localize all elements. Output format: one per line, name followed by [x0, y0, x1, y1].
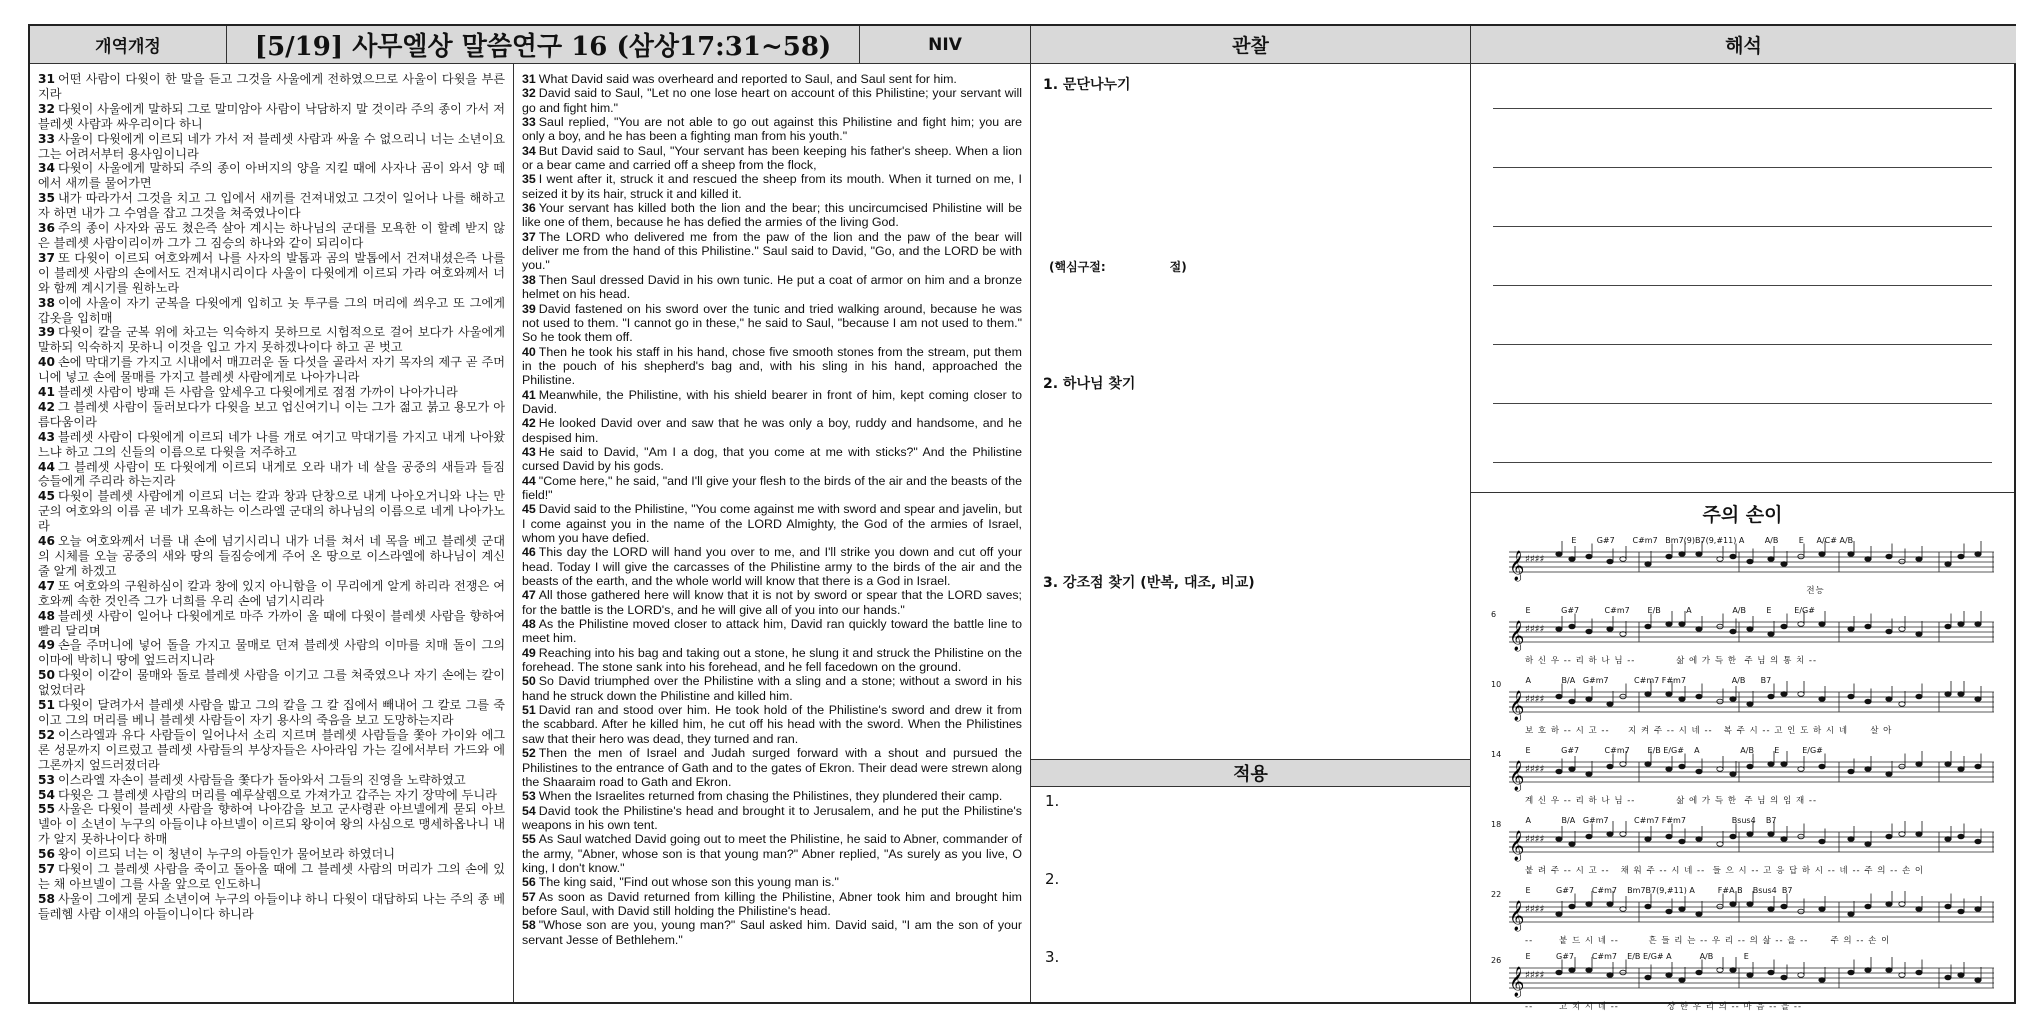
- verse-number: 31: [38, 72, 55, 86]
- treble-clef-icon: 𝄞: [1509, 691, 1525, 721]
- verse-number: 48: [522, 617, 536, 632]
- verse-text: What David said was overheard and reported to Saul, and Saul sent for him.: [538, 72, 957, 86]
- verse-text: Your servant has killed both the lion and the bear; this uncircumcised Philistine will be like one of them, because he has defied the armies of the living God.: [522, 201, 1022, 230]
- verse: [522, 474, 1022, 503]
- verse-text: As Saul watched David going out to meet the Philistine, he said to Abner, commander of the army, "Abner, whose son is that young man?" Abner replied, "As surely as you live, O king, I don't know.": [522, 832, 1022, 875]
- measure-number: 6: [1491, 610, 1497, 619]
- verse: [522, 588, 1022, 617]
- verse: [522, 918, 1022, 947]
- chord-symbols: E G#7 C#m7 Bm7B7(9,#11) A F#A B Bsus4 B7: [1523, 886, 1793, 895]
- verse-number: 48: [38, 608, 55, 623]
- verse-text: Then he took his staff in his hand, chose five smooth stones from the stream, put them in the pouch of his shepherd's bag and, with his sling in his hand, approached the Philistine.: [522, 344, 1022, 388]
- verse-text: 또 여호와의 구원하심이 칼과 창에 있지 아니함을 이 무리에게 알게 하리라 전쟁은 여호와께 속한 것인즉 그가 너희를 우리 손에 넘기시리라: [38, 578, 505, 608]
- application-item-3[interactable]: 3.: [1045, 948, 1060, 966]
- verse: [38, 668, 505, 698]
- verse-text: 이스라엘 자손이 블레셋 사람들을 쫓다가 돌아와서 그들의 진영을 노략하였고: [57, 772, 466, 787]
- verse-number: 35: [38, 191, 55, 206]
- verse-number: 31: [522, 72, 536, 86]
- interpretation-column: [1471, 26, 2014, 1012]
- verse-number: 50: [522, 674, 536, 689]
- verse-text: David fastened on his sword over the tunic and tried walking around, because he was not used to them. "I cannot go in these," he said to Saul, "because I am not used to them." So he took them off.: [522, 301, 1022, 345]
- verse: [38, 221, 505, 251]
- verse-number: 43: [38, 429, 55, 444]
- verse-number: 58: [522, 918, 536, 933]
- verse-number: 51: [38, 698, 55, 713]
- verse: [522, 890, 1022, 919]
- verse-text: 다윗이 칼을 군복 위에 차고는 익숙하지 못하므로 시험적으로 걸어 보다가 사울에게 말하되 익숙하지 못하니 이것을 입고 가지 못하겠나이다 하고 곧 벗고: [38, 325, 505, 355]
- key-signature-icon: ♯♯♯♯: [1525, 970, 1545, 981]
- verse-number: 46: [522, 545, 536, 560]
- verse-number: 33: [38, 131, 55, 146]
- verse-number: 49: [38, 638, 55, 653]
- verse: [522, 545, 1022, 588]
- verse-text: "Whose son are you, young man?" Saul asked him. David said, "I am the son of your servant Jesse of Bethlehem.": [522, 918, 1022, 947]
- verse: [38, 728, 505, 773]
- verse-number: 41: [38, 385, 55, 400]
- verse-text: 손을 주머니에 넣어 돌을 가지고 물매로 던져 블레셋 사람의 이마를 치매 돌이 그의 이마에 박히니 땅에 엎드러지니라: [38, 638, 505, 668]
- verse: [522, 86, 1022, 115]
- verse: [522, 144, 1022, 173]
- verse: [38, 847, 505, 862]
- verse: [522, 674, 1022, 703]
- verse-number: 50: [38, 668, 55, 683]
- verse-text: 다윗이 사울에게 말하되 주의 종이 아버지의 양을 지킬 때에 사자나 곰이 와서 양 떼에서 새끼를 물어가면: [38, 161, 505, 191]
- verse: [38, 72, 505, 102]
- verse: [38, 788, 505, 803]
- verse-text: The LORD who delivered me from the paw of the lion and the paw of the bear will deliver me from the hand of this Philistine." Saul said to David, "Go, and the LORD be with you.": [522, 229, 1022, 273]
- verse: [522, 115, 1022, 144]
- verse: [522, 201, 1022, 230]
- verse-text: David took the Philistine's head and brought it to Jerusalem, and he put the Philistine's weapons in his own tent.: [522, 803, 1022, 832]
- music-staff: [1489, 816, 1994, 878]
- verse-number: 57: [38, 862, 55, 877]
- verse-number: 40: [38, 355, 55, 370]
- verse-text: 내가 따라가서 그것을 치고 그 입에서 새끼를 건져내었고 그것이 일어나 나를 해하고자 하면 내가 그 수염을 잡고 그것을 쳐죽였나이다: [38, 191, 505, 221]
- treble-clef-icon: 𝄞: [1509, 551, 1525, 581]
- verse-text: 손에 막대기를 가지고 시내에서 매끄러운 돌 다섯을 골라서 자기 목자의 제구 곧 주머니에 넣고 손에 물매를 가지고 블레셋 사람에게로 나아가니라: [38, 355, 505, 385]
- verse-text: All those gathered here will know that it is not by sword or spear that the LORD saves; for the battle is the LORD's, and he will give all of you into our hands.": [522, 588, 1022, 617]
- treble-clef-icon: 𝄞: [1509, 901, 1525, 931]
- writing-line[interactable]: [1493, 226, 1992, 227]
- music-staff: [1489, 536, 1994, 598]
- chord-symbols: E G#7 C#m7 Bm7(9)B7(9,#11) A A/B E A/C# A/B: [1523, 536, 1854, 545]
- verse-number: 32: [38, 101, 55, 116]
- verse-text: As soon as David returned from killing the Philistine, Abner took him and brought him before Saul, with David still holding the Philistine's head.: [522, 889, 1022, 918]
- song-lyrics: 붙 려 주 -- 시 고 -- 채 워 주 -- 시 네 -- 들 으 시 -- 고 응 답 하 시 -- 네 -- 주 의 -- 손 이: [1525, 866, 1925, 876]
- verse-text: 사울이 다윗에게 이르되 네가 가서 저 블레셋 사람과 싸울 수 없으리니 너는 소년이요 그는 어려서부터 용사임이니라: [38, 131, 505, 161]
- verse-text: 다윗이 블레셋 사람에게 이르되 너는 칼과 창과 단창으로 내게 나아오거니와 나는 만군의 여호와의 이름 곧 네가 모욕하는 이스라엘 군대의 하나님의 이름으로 네게 나아가노라: [38, 489, 505, 534]
- niv-header: [860, 26, 1031, 64]
- verse: [38, 698, 505, 728]
- verse-number: 54: [522, 803, 536, 818]
- verse-text: As the Philistine moved closer to attack him, David ran quickly toward the battle line to meet him.: [522, 617, 1022, 646]
- verse-text: He said to David, "Am I a dog, that you come at me with sticks?" And the Philistine cursed David by his gods.: [522, 444, 1022, 474]
- verse-text: "Come here," he said, "and I'll give your flesh to the birds of the air and the beasts of the field!": [522, 473, 1022, 502]
- verse: [522, 617, 1022, 646]
- verse-number: 40: [522, 344, 536, 359]
- verse-number: 46: [38, 534, 55, 549]
- korean-version-header: [30, 26, 227, 64]
- verse: [522, 804, 1022, 833]
- measure-number: 26: [1491, 956, 1502, 965]
- verse-number: 55: [522, 832, 536, 847]
- verse: [522, 646, 1022, 675]
- verse: [522, 345, 1022, 388]
- observation-column: [1031, 26, 1471, 1002]
- verse-number: 34: [38, 161, 55, 176]
- verse-number: 57: [522, 889, 536, 904]
- verse: [38, 161, 505, 191]
- verse-number: 32: [522, 86, 536, 101]
- verse: [38, 385, 505, 400]
- verse-text: 왕이 이르되 너는 이 청년이 누구의 아들인가 물어보라 하였더니: [57, 847, 396, 862]
- music-staff: [1489, 676, 1994, 738]
- verse-number: 56: [38, 847, 55, 862]
- treble-clef-icon: 𝄞: [1509, 831, 1525, 861]
- observation-item-2: 2. 하나님 찾기: [1043, 376, 1136, 392]
- verse-text: This day the LORD will hand you over to me, and I'll strike you down and cut off your head. Today I will give the carcasses of the Philistine army to the birds of the air and the beasts of the earth, and the whole world will know that there is a God in Israel.: [522, 545, 1022, 589]
- measure-number: 22: [1491, 890, 1502, 899]
- verse-text: 다윗이 그 블레셋 사람을 죽이고 돌아올 때에 그 블레셋 사람의 머리가 그의 손에 있는 채 아브넬이 그를 사울 앞으로 인도하니: [38, 862, 505, 891]
- writing-line[interactable]: [1493, 403, 1992, 404]
- verse-text: 이에 사울이 자기 군복을 다윗에게 입히고 놋 투구를 그의 머리에 씌우고 또 그에게 갑옷을 입히매: [38, 295, 505, 325]
- verse-text: 다윗이 달려가서 블레셋 사람을 밟고 그의 칼을 그 칼 집에서 빼내어 그 칼로 그를 죽이고 그의 머리를 베니 블레셋 사람들이 자기 용사의 죽음을 보고 도망하는지라: [38, 698, 505, 727]
- verse-text: 그 블레셋 사람이 둘러보다가 다윗을 보고 업신여기니 이는 그가 젊고 붉고 용모가 아름다움이라: [38, 399, 505, 429]
- verse: [38, 251, 505, 296]
- verse-text: 사울이 그에게 묻되 소년이여 누구의 아들이냐 하니 다윗이 대답하되 나는 주의 종 베들레헴 사람 이새의 아들이니이다 하니라: [38, 891, 505, 921]
- verse-text: 이스라엘과 유다 사람들이 일어나서 소리 지르며 블레셋 사람들을 쫓아 가이와 에그론 성문까지 이르렀고 블레셋 사람들의 부상자들은 사아라임 가는 길에서부터 가드와 에그론까지 엎드러졌더라: [38, 727, 505, 772]
- verse-text: Then Saul dressed David in his own tunic. He put a coat of armor on him and a bronze helmet on his head.: [522, 272, 1022, 302]
- worksheet: [28, 24, 2016, 1012]
- song-lyrics: -- 붙 드 시 네 -- 흔 들 리 는 -- 우 리 -- 의 삶 -- 을 -- 주 의 -- 손 이: [1525, 936, 1891, 946]
- interpretation-label: 해석: [1725, 35, 1762, 57]
- song-lyrics: 하 신 우 -- 리 하 나 님 -- 삶 에 가 득 한 주 님 의 통 치 --: [1525, 656, 1818, 666]
- niv-label: NIV: [928, 34, 962, 55]
- verse-text: 블레셋 사람이 방패 든 사람을 앞세우고 다윗에게로 점점 가까이 나아가니라: [57, 385, 458, 400]
- verse-number: 37: [522, 229, 536, 244]
- application-item-2[interactable]: 2.: [1045, 870, 1060, 888]
- verse-number: 47: [522, 588, 536, 603]
- verse-text: I went after it, struck it and rescued the sheep from its mouth. When it turned on me, I seized it by its hair, struck it and killed it.: [522, 172, 1022, 201]
- verse: [38, 400, 505, 430]
- observation-header: [1031, 26, 1471, 64]
- verse: [38, 430, 505, 460]
- verse: [522, 875, 1022, 889]
- verse: [38, 296, 505, 326]
- verse-number: 56: [522, 875, 536, 890]
- verse: [522, 273, 1022, 302]
- verse-number: 42: [522, 416, 536, 431]
- verse: [38, 325, 505, 355]
- measure-number: 18: [1491, 820, 1502, 829]
- verse: [522, 230, 1022, 273]
- treble-clef-icon: 𝄞: [1509, 621, 1525, 651]
- verse-number: 34: [522, 143, 536, 158]
- chord-symbols: E G#7 C#m7 E/B A A/B E E/G#: [1523, 606, 1815, 615]
- music-staff: [1489, 606, 1994, 668]
- verse-number: 36: [38, 221, 55, 236]
- verse-number: 37: [38, 250, 55, 265]
- verse-number: 58: [38, 891, 55, 906]
- verse-text: David said to Saul, "Let no one lose heart on account of this Philistine; your servant will go and fight him.": [522, 86, 1022, 115]
- chord-symbols: E G#7 C#m7 E/B E/G# A A/B E: [1523, 952, 1749, 961]
- verse: [38, 102, 505, 132]
- verse-text: David said to the Philistine, "You come against me with sword and spear and javelin, but I come against you in the name of the LORD Almighty, the God of the armies of Israel, whom you have defied.: [522, 502, 1022, 545]
- verse-text: 다윗은 그 블레셋 사람의 머리를 예루살렘으로 가져가고 갑주는 자기 장막에 두니라: [57, 787, 497, 802]
- verse: [522, 832, 1022, 875]
- writing-line[interactable]: [1493, 285, 1992, 286]
- verse-number: 38: [38, 295, 55, 310]
- verse-number: 53: [522, 789, 536, 804]
- verse: [38, 892, 505, 922]
- observation-label: 관찰: [1232, 35, 1269, 57]
- treble-clef-icon: 𝄞: [1509, 761, 1525, 791]
- verse-text: 블레셋 사람이 일어나 다윗에게로 마주 가까이 올 때에 다윗이 블레셋 사람을 향하여 빨리 달리며: [38, 608, 505, 638]
- chord-symbols: A B/A G#m7 C#m7 F#m7 Bsus4 B7: [1523, 816, 1777, 825]
- verse-text: 어떤 사람이 다윗이 한 말을 듣고 그것을 사울에게 전하였으므로 사울이 다윗을 부른지라: [38, 72, 505, 101]
- key-signature-icon: ♯♯♯♯: [1525, 904, 1545, 915]
- verse-text: The king said, "Find out whose son this young man is.": [538, 875, 839, 890]
- study-title-header: [227, 26, 860, 64]
- score-divider: [1471, 492, 2014, 493]
- song-title: 주의 손이: [1702, 504, 1783, 526]
- measure-number: 14: [1491, 750, 1502, 759]
- verse-text: He looked David over and saw that he was only a boy, ruddy and handsome, and he despised him.: [522, 416, 1022, 445]
- verse-number: 51: [522, 703, 536, 718]
- key-signature-icon: ♯♯♯♯: [1525, 834, 1545, 845]
- niv-column: [514, 26, 1031, 1002]
- verse-number: 55: [38, 802, 55, 817]
- verse: [38, 355, 505, 385]
- verse-text: 그 블레셋 사람이 또 다윗에게 이르되 내게로 오라 내가 네 살을 공중의 새들과 들짐승들에게 주리라 하는지라: [38, 459, 505, 489]
- verse-number: 41: [522, 387, 536, 402]
- niv-text: [522, 72, 1022, 994]
- application-header: 적용: [1031, 759, 1470, 787]
- verse: [38, 579, 505, 609]
- verse-number: 36: [522, 201, 536, 216]
- observation-item-3: 3. 강조점 찾기 (반복, 대조, 비교): [1043, 575, 1255, 591]
- verse: [38, 489, 505, 534]
- verse-number: 45: [38, 489, 55, 504]
- interpretation-header: [1471, 26, 2016, 64]
- core-verse-close: 절): [1169, 260, 1187, 274]
- writing-line[interactable]: [1493, 344, 1992, 345]
- verse-number: 44: [38, 459, 55, 474]
- verse-text: 다윗이 사울에게 말하되 그로 말미암아 사람이 낙담하지 말 것이라 주의 종이 가서 저 블레셋 사람과 싸우리이다 하니: [38, 101, 505, 131]
- core-verse-label: [1049, 258, 1187, 275]
- music-staff: [1489, 886, 1994, 948]
- verse: [522, 172, 1022, 201]
- key-signature-icon: ♯♯♯♯: [1525, 624, 1545, 635]
- key-signature-icon: ♯♯♯♯: [1525, 764, 1545, 775]
- application-item-1[interactable]: 1.: [1045, 792, 1060, 810]
- verse-text: 블레셋 사람이 다윗에게 이르되 네가 나를 개로 여기고 막대기를 가지고 내게 나아왔느냐 하고 그의 신들의 이름으로 다윗을 저주하고: [38, 429, 505, 459]
- verse-number: 38: [522, 272, 536, 287]
- song-lyrics: 계 신 우 -- 리 하 나 님 -- 삶 에 가 득 한 주 님 의 임 재 --: [1525, 796, 1818, 806]
- verse: [38, 802, 505, 847]
- key-signature-icon: ♯♯♯♯: [1525, 694, 1545, 705]
- song-lyrics: 보 호 하 -- 시 고 -- 지 켜 주 -- 시 네 -- 복 주 시 -- 고 인 도 하 시 네 살 아: [1525, 726, 1893, 736]
- verse: [522, 72, 1022, 86]
- verse-number: 49: [522, 645, 536, 660]
- verse-number: 43: [522, 444, 536, 459]
- verse: [522, 445, 1022, 474]
- verse: [522, 746, 1022, 789]
- verse-number: 39: [38, 325, 55, 340]
- writing-line[interactable]: [1493, 167, 1992, 168]
- chord-symbols: E G#7 C#m7 E/B E/G# A A/B E E/G#: [1523, 746, 1823, 755]
- verse-number: 52: [38, 727, 55, 742]
- verse: [522, 789, 1022, 803]
- song-lyrics: 전능: [1525, 586, 1825, 596]
- korean-text: [38, 72, 505, 994]
- verse: [522, 416, 1022, 445]
- verse-text: David ran and stood over him. He took hold of the Philistine's sword and drew it from the scabbard. After he killed him, he cut off his head with the sword. When the Philistines saw that their hero was dead, they turned and ran.: [522, 703, 1022, 746]
- observation-item-1: 1. 문단나누기: [1043, 77, 1131, 93]
- korean-version-label: 개역개정: [95, 37, 161, 57]
- verse-text: 사울은 다윗이 블레셋 사람을 향하여 나아감을 보고 군사령관 아브넬에게 묻되 아브넬아 이 소년이 누구의 아들이냐 아브넬이 이르되 왕이여 왕의 사심으로 맹세하옵나니 내가 알지 못하나이다 하매: [38, 802, 505, 847]
- verse: [38, 773, 505, 788]
- study-title: [5/19] 사무엘상 말씀연구 16 (삼상17:31~58): [254, 32, 832, 62]
- verse-number: 35: [522, 172, 536, 187]
- verse-number: 52: [522, 746, 536, 761]
- verse-number: 33: [522, 115, 536, 130]
- verse: [38, 534, 505, 579]
- verse-text: 또 다윗이 이르되 여호와께서 나를 사자의 발톱과 곰의 발톱에서 건져내셨은즉 나를 이 블레셋 사람의 손에서도 건져내시리이다 사울이 다윗에게 이르되 가라 여호와께서 너와 함께 계시기를 원하노라: [38, 250, 505, 295]
- chord-symbols: A B/A G#m7 C#m7 F#m7 A/B B7: [1523, 676, 1772, 685]
- music-staff: [1489, 952, 1994, 1014]
- core-verse-open: (핵심구절:: [1049, 260, 1106, 274]
- key-signature-icon: ♯♯♯♯: [1525, 554, 1545, 565]
- writing-line[interactable]: [1493, 462, 1992, 463]
- verse-text: 오늘 여호와께서 너를 내 손에 넘기시리니 내가 너를 쳐서 네 목을 베고 블레셋 군대의 시체를 오늘 공중의 새와 땅의 들짐승에게 주어 온 땅으로 이스라엘에 하나님이 계신 줄 알게 하겠고: [38, 534, 505, 578]
- verse-text: Reaching into his bag and taking out a stone, he slung it and struck the Philistine on the forehead. The stone sank into his forehead, and he fell facedown on the ground.: [522, 645, 1022, 675]
- verse: [38, 609, 505, 639]
- writing-line[interactable]: [1493, 108, 1992, 109]
- treble-clef-icon: 𝄞: [1509, 967, 1525, 997]
- verse-number: 44: [522, 473, 536, 488]
- verse-text: Saul replied, "You are not able to go out against this Philistine and fight him; you are only a boy, and he has been a fighting man from his youth.": [522, 115, 1022, 144]
- verse-number: 39: [522, 301, 536, 316]
- verse-text: 다윗이 이같이 물매와 돌로 블레셋 사람을 이기고 그를 쳐죽였으나 자기 손에는 칼이 없었더라: [38, 668, 505, 698]
- verse: [522, 302, 1022, 345]
- verse: [38, 191, 505, 221]
- verse: [38, 460, 505, 490]
- verse: [38, 638, 505, 668]
- verse-text: So David triumphed over the Philistine with a sling and a stone; without a sword in his hand he struck down the Philistine and killed him.: [522, 674, 1022, 703]
- verse-number: 47: [38, 578, 55, 593]
- verse: [522, 388, 1022, 417]
- verse-text: Meanwhile, the Philistine, with his shield bearer in front of him, kept coming closer to David.: [522, 387, 1022, 416]
- korean-column: [30, 26, 514, 1002]
- verse-text: When the Israelites returned from chasing the Philistines, they plundered their camp.: [538, 789, 1003, 804]
- verse-number: 54: [38, 787, 55, 802]
- verse-text: Then the men of Israel and Judah surged forward with a shout and pursued the Philistines to the entrance of Gath and to the gates of Ekron. Their dead were strewn along the Shaaraim road to Gath and Ekron.: [522, 746, 1022, 789]
- verse: [522, 703, 1022, 746]
- song-lyrics: -- 고 치 시 네 -- 상 한 우 리 의 -- 마 음 -- 을 --: [1525, 1002, 1803, 1012]
- music-staff: [1489, 746, 1994, 808]
- verse: [38, 132, 505, 162]
- verse: [38, 862, 505, 892]
- verse-text: 주의 종이 사자와 곰도 쳤은즉 살아 계시는 하나님의 군대를 모욕한 이 할례 받지 않은 블레셋 사람이리이까 그가 그 짐승의 하나와 같이 되리이다: [38, 221, 505, 250]
- verse: [522, 502, 1022, 545]
- verse-text: But David said to Saul, "Your servant has been keeping his father's sheep. When a lion or a bear came and carried off a sheep from the flock,: [522, 143, 1022, 173]
- verse-number: 42: [38, 399, 55, 414]
- verse-number: 53: [38, 772, 55, 787]
- measure-number: 10: [1491, 680, 1502, 689]
- verse-number: 45: [522, 502, 536, 517]
